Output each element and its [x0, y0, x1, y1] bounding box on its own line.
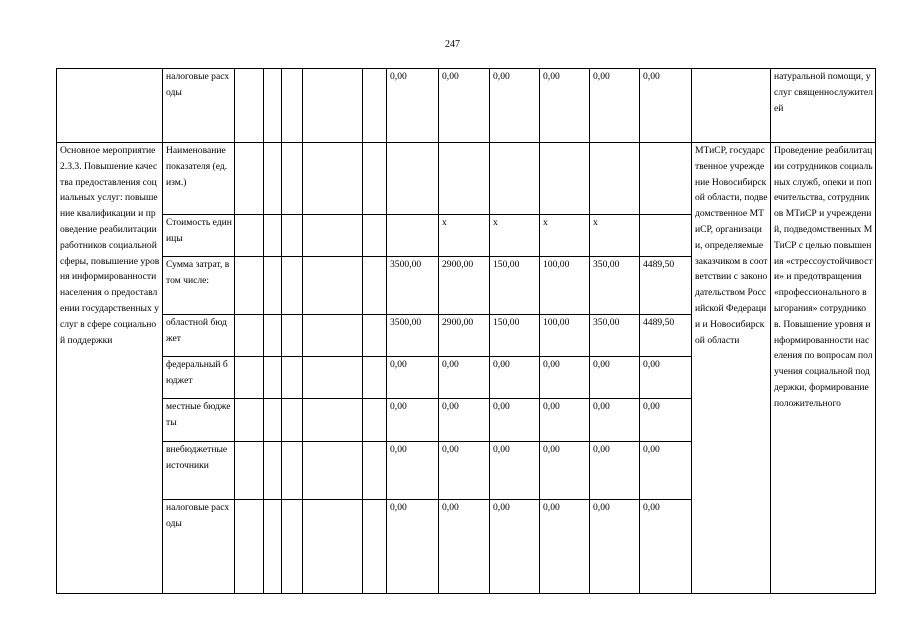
value-cell: [590, 143, 640, 215]
indicator-cell: федеральный бюджет: [163, 357, 235, 399]
value-cell: x: [490, 215, 540, 257]
value-cell: [387, 143, 439, 215]
value-cell: [387, 215, 439, 257]
indicator-cell: налоговые расходы: [163, 69, 235, 143]
value-cell: [640, 215, 692, 257]
value-cell: 0,00: [387, 399, 439, 442]
page-number: 247: [445, 39, 460, 50]
value-cell: 0,00: [439, 357, 490, 399]
empty-cell: [692, 69, 771, 143]
program-activities-table: [56, 68, 876, 594]
value-cell: 3500,00: [387, 257, 439, 315]
value-cell: 0,00: [387, 357, 439, 399]
value-cell: [439, 143, 490, 215]
value-cell: 0,00: [490, 399, 540, 442]
value-cell: 0,00: [387, 500, 439, 594]
value-cell: x: [590, 215, 640, 257]
value-cell: 0,00: [540, 399, 590, 442]
value-cell: 0,00: [640, 69, 692, 143]
value-cell: 100,00: [540, 315, 590, 357]
indicator-cell: местные бюджеты: [163, 399, 235, 442]
table-row: [57, 69, 876, 143]
value-cell: 0,00: [490, 357, 540, 399]
indicator-cell: областной бюджет: [163, 315, 235, 357]
value-cell: 0,00: [439, 442, 490, 500]
indicator-cell: Сумма затрат, в том числе:: [163, 257, 235, 315]
value-cell: 2900,00: [439, 315, 490, 357]
indicator-cell: внебюджетные источники: [163, 442, 235, 500]
value-cell: 0,00: [590, 357, 640, 399]
value-cell: 4489,50: [640, 315, 692, 357]
value-cell: 0,00: [540, 69, 590, 143]
value-cell: 0,00: [387, 442, 439, 500]
value-cell: 0,00: [439, 399, 490, 442]
value-cell: 0,00: [439, 500, 490, 594]
value-cell: 0,00: [590, 399, 640, 442]
value-cell: 0,00: [640, 500, 692, 594]
value-cell: 0,00: [490, 69, 540, 143]
value-cell: x: [439, 215, 490, 257]
goal-cell: Проведение реабилитации сотрудников социальных служб, опеки и попечительства, сотрудников МТиСР и учреждений, подведомственных МТиСР с целью повышения «стрессоустойчивости» и предотвращения «профессионального выгорания» сотрудников. Повышение уровня информированности населения по вопросам получения социальной поддержки, формирование положительного: [771, 143, 876, 594]
value-cell: 2900,00: [439, 257, 490, 315]
value-cell: 0,00: [540, 500, 590, 594]
value-cell: [540, 143, 590, 215]
goal-cell: натуральной помощи, услуг священнослужителей: [771, 69, 876, 143]
value-cell: 100,00: [540, 257, 590, 315]
indicator-cell: Наименование показателя (ед. изм.): [163, 143, 235, 215]
value-cell: 0,00: [640, 399, 692, 442]
activity-name-cell: Основное мероприятие 2.3.3. Повышение качества предоставления социальных услуг: повышение квалификации и проведение реабилитации работников социальной сферы, повышение уровня информированности населения о предоставлении государственных услуг в сфере социальной поддержки: [57, 143, 163, 594]
value-cell: 0,00: [590, 442, 640, 500]
value-cell: 0,00: [490, 442, 540, 500]
value-cell: 3500,00: [387, 315, 439, 357]
value-cell: 150,00: [490, 315, 540, 357]
value-cell: 350,00: [590, 257, 640, 315]
value-cell: 0,00: [640, 357, 692, 399]
indicator-cell: налоговые расходы: [163, 500, 235, 594]
value-cell: 4489,50: [640, 257, 692, 315]
empty-cell: [57, 69, 163, 143]
value-cell: 0,00: [590, 69, 640, 143]
value-cell: x: [540, 215, 590, 257]
value-cell: 0,00: [590, 500, 640, 594]
executor-cell: МТиСР, государственное учреждение Новосибирской области, подведомственное МТиСР, организации, определяемые заказчиком в соответствии с законодательством Российской Федерации и Новосибирской области: [692, 143, 771, 594]
value-cell: 0,00: [387, 69, 439, 143]
value-cell: 0,00: [490, 500, 540, 594]
value-cell: 150,00: [490, 257, 540, 315]
value-cell: 350,00: [590, 315, 640, 357]
indicator-cell: Стоимость единицы: [163, 215, 235, 257]
value-cell: 0,00: [439, 69, 490, 143]
value-cell: 0,00: [640, 442, 692, 500]
value-cell: 0,00: [540, 357, 590, 399]
value-cell: [640, 143, 692, 215]
value-cell: [490, 143, 540, 215]
table-row: [57, 143, 876, 215]
value-cell: 0,00: [540, 442, 590, 500]
